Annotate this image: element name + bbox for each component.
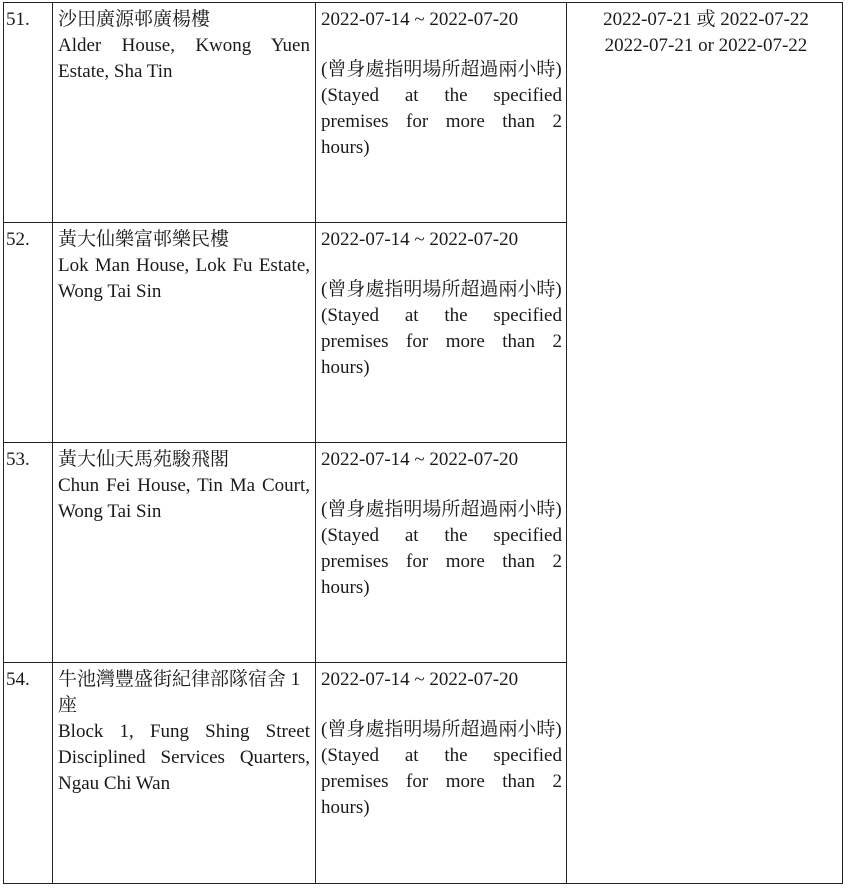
- column-divider-period: [566, 2, 567, 884]
- period-cell: [321, 447, 562, 601]
- table-bottom-border: [3, 883, 843, 884]
- row-divider: [3, 662, 567, 663]
- note-chinese: (曾身處指明場所超過兩小時): [321, 279, 562, 300]
- row-divider: [3, 222, 567, 223]
- note-chinese: (曾身處指明場所超過兩小時): [321, 59, 562, 80]
- location-chinese: 黃大仙天馬苑駿飛閣: [58, 449, 230, 470]
- location-english: Lok Man House, Lok Fu Estate, Wong Tai Sin: [58, 255, 310, 302]
- location-cell: [58, 227, 310, 305]
- location-english: Alder House, Kwong Yuen Estate, Sha Tin: [58, 35, 310, 82]
- column-divider-location: [315, 2, 316, 884]
- row-number: 53.: [6, 449, 30, 470]
- note-english: (Stayed at the specified premises for more than 2 hours): [321, 85, 562, 158]
- note-english: (Stayed at the specified premises for more than 2 hours): [321, 525, 562, 598]
- test-window-chinese: 2022-07-21 或 2022-07-22: [603, 9, 809, 30]
- column-divider-number: [52, 2, 53, 884]
- test-window-english: 2022-07-21 or 2022-07-22: [604, 35, 808, 56]
- table-right-border: [842, 2, 843, 884]
- row-number: 54.: [6, 669, 30, 690]
- period-dates: 2022-07-14 ~ 2022-07-20: [321, 229, 519, 250]
- location-cell: [58, 7, 310, 85]
- period-cell: [321, 667, 562, 821]
- note-chinese: (曾身處指明場所超過兩小時): [321, 719, 562, 740]
- period-dates: 2022-07-14 ~ 2022-07-20: [321, 9, 519, 30]
- location-cell: [58, 667, 310, 797]
- note-english: (Stayed at the specified premises for more than 2 hours): [321, 745, 562, 818]
- test-window-cell: [575, 7, 837, 59]
- location-english: Block 1, Fung Shing Street Disciplined Services Quarters, Ngau Chi Wan: [58, 721, 310, 794]
- table-left-border: [3, 2, 4, 884]
- location-chinese: 黃大仙樂富邨樂民樓: [58, 229, 230, 250]
- location-chinese: 牛池灣豐盛街紀律部隊宿舍 1 座: [58, 669, 301, 716]
- note-english: (Stayed at the specified premises for more than 2 hours): [321, 305, 562, 378]
- note-chinese: (曾身處指明場所超過兩小時): [321, 499, 562, 520]
- table-top-border: [3, 2, 843, 3]
- row-number: 51.: [6, 9, 30, 30]
- location-chinese: 沙田廣源邨廣楊樓: [58, 9, 211, 30]
- period-cell: [321, 7, 562, 161]
- row-divider: [3, 442, 567, 443]
- period-dates: 2022-07-14 ~ 2022-07-20: [321, 669, 519, 690]
- row-number: 52.: [6, 229, 30, 250]
- period-cell: [321, 227, 562, 381]
- location-english: Chun Fei House, Tin Ma Court, Wong Tai Sin: [58, 475, 310, 522]
- period-dates: 2022-07-14 ~ 2022-07-20: [321, 449, 519, 470]
- location-cell: [58, 447, 310, 525]
